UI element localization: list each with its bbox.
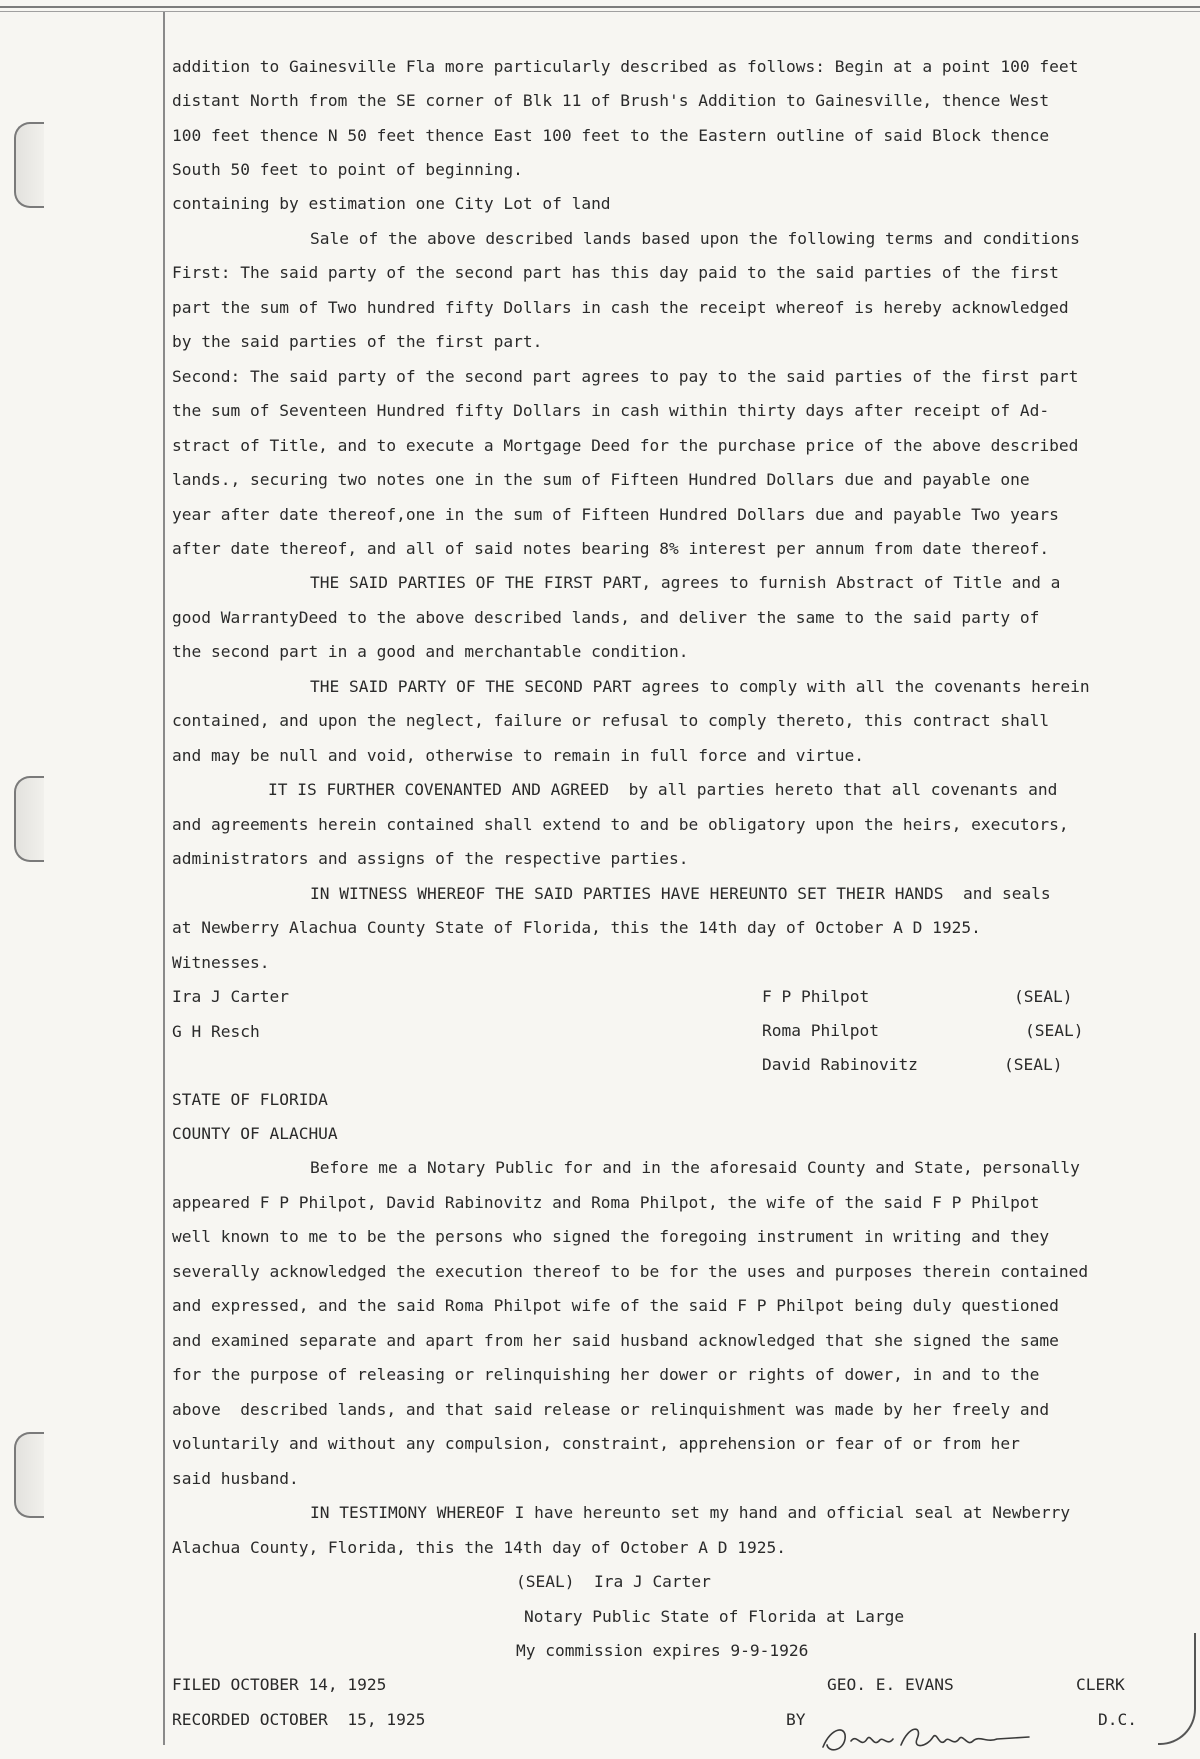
seal-mark: (SEAL) (1025, 1021, 1084, 1040)
text-line: Second: The said party of the second part agrees to pay to the said parties of the first part (172, 367, 1079, 386)
clerk-title: CLERK (1076, 1675, 1125, 1694)
filed-date: FILED OCTOBER 14, 1925 (172, 1675, 387, 1694)
text-line: THE SAID PARTY OF THE SECOND PART agrees to comply with all the covenants herein (310, 677, 1090, 696)
deputy-clerk-label: D.C. (1098, 1710, 1137, 1729)
signer-name: Roma Philpot (762, 1021, 879, 1040)
text-line: severally acknowledged the execution thereof to be for the uses and purposes therein contained (172, 1262, 1089, 1281)
notary-seal-line: (SEAL) Ira J Carter (516, 1572, 711, 1591)
notary-title: Notary Public State of Florida at Large (524, 1607, 905, 1626)
text-line: the sum of Seventeen Hundred fifty Dollars in cash within thirty days after receipt of Ad- (172, 401, 1050, 420)
text-line: Alachua County, Florida, this the 14th day of October A D 1925. (172, 1538, 786, 1557)
text-line: distant North from the SE corner of Blk 11 of Brush's Addition to Gainesville, thence West (172, 91, 1050, 110)
witness-name: Ira J Carter (172, 987, 289, 1006)
text-line: voluntarily and without any compulsion, constraint, apprehension or fear of or from her (172, 1434, 1020, 1453)
text-line: THE SAID PARTIES OF THE FIRST PART, agrees to furnish Abstract of Title and a (310, 573, 1061, 592)
text-line: IN WITNESS WHEREOF THE SAID PARTIES HAVE HEREUNTO SET THEIR HANDS and seals (310, 884, 1051, 903)
clerk-name: GEO. E. EVANS (827, 1675, 954, 1694)
text-line: for the purpose of releasing or relinquishing her dower or rights of dower, in and to the (172, 1365, 1040, 1384)
text-line: containing by estimation one City Lot of land (172, 194, 611, 213)
deputy-clerk-signature (817, 1721, 1037, 1759)
text-line: appeared F P Philpot, David Rabinovitz and Roma Philpot, the wife of the said F P Philpot (172, 1193, 1040, 1212)
text-line: the second part in a good and merchantable condition. (172, 642, 689, 661)
page-curl (1158, 1633, 1196, 1745)
binder-hole-bottom (14, 1432, 44, 1518)
text-line: by the said parties of the first part. (172, 332, 543, 351)
text-line: Sale of the above described lands based upon the following terms and conditions (310, 229, 1080, 248)
text-line: well known to me to be the persons who signed the foregoing instrument in writing and they (172, 1227, 1050, 1246)
commission-expiry: My commission expires 9-9-1926 (516, 1641, 809, 1660)
text-line: South 50 feet to point of beginning. (172, 160, 523, 179)
witness-name: G H Resch (172, 1022, 260, 1041)
text-line: and may be null and void, otherwise to remain in full force and virtue. (172, 746, 864, 765)
seal-mark: (SEAL) (1004, 1055, 1063, 1074)
signer-name: David Rabinovitz (762, 1055, 918, 1074)
text-line: stract of Title, and to execute a Mortgage Deed for the purchase price of the above described (172, 436, 1079, 455)
venue-county: COUNTY OF ALACHUA (172, 1124, 338, 1143)
text-line: after date thereof, and all of said notes bearing 8% interest per annum from date thereof. (172, 539, 1050, 558)
text-line: Witnesses. (172, 953, 270, 972)
text-line: above described lands, and that said release or relinquishment was made by her freely and (172, 1400, 1050, 1419)
top-rule (0, 6, 1200, 8)
seal-mark: (SEAL) (1014, 987, 1073, 1006)
text-line: First: The said party of the second part has this day paid to the said parties of the first (172, 263, 1059, 282)
text-line: at Newberry Alachua County State of Florida, this the 14th day of October A D 1925. (172, 918, 981, 937)
text-line: administrators and assigns of the respective parties. (172, 849, 689, 868)
signer-name: F P Philpot (762, 987, 870, 1006)
recorded-date: RECORDED OCTOBER 15, 1925 (172, 1710, 426, 1729)
text-line: good WarrantyDeed to the above described lands, and deliver the same to the said party of (172, 608, 1040, 627)
text-line: Before me a Notary Public for and in the aforesaid County and State, personally (310, 1158, 1080, 1177)
text-line: 100 feet thence N 50 feet thence East 100 feet to the Eastern outline of said Block thence (172, 126, 1050, 145)
text-line: said husband. (172, 1469, 299, 1488)
text-line: and expressed, and the said Roma Philpot wife of the said F P Philpot being duly questioned (172, 1296, 1059, 1315)
text-line: IT IS FURTHER COVENANTED AND AGREED by all parties hereto that all covenants and (268, 780, 1058, 799)
text-line: IN TESTIMONY WHEREOF I have hereunto set my hand and official seal at Newberry (310, 1503, 1071, 1522)
top-rule-secondary (0, 11, 1200, 12)
by-label: BY (786, 1710, 806, 1729)
text-line: contained, and upon the neglect, failure or refusal to comply thereto, this contract shall (172, 711, 1050, 730)
text-line: addition to Gainesville Fla more particularly described as follows: Begin at a point 100 feet (172, 57, 1079, 76)
text-line: part the sum of Two hundred fifty Dollars in cash the receipt whereof is hereby acknowledged (172, 298, 1069, 317)
text-line: lands., securing two notes one in the sum of Fifteen Hundred Dollars due and payable one (172, 470, 1030, 489)
left-margin-rule (163, 12, 165, 1745)
text-line: and examined separate and apart from her said husband acknowledged that she signed the same (172, 1331, 1059, 1350)
text-line: and agreements herein contained shall extend to and be obligatory upon the heirs, executors, (172, 815, 1069, 834)
binder-hole-top (14, 122, 44, 208)
venue-state: STATE OF FLORIDA (172, 1090, 328, 1109)
binder-hole-middle (14, 776, 44, 862)
text-line: year after date thereof,one in the sum of Fifteen Hundred Dollars due and payable Two years (172, 505, 1059, 524)
